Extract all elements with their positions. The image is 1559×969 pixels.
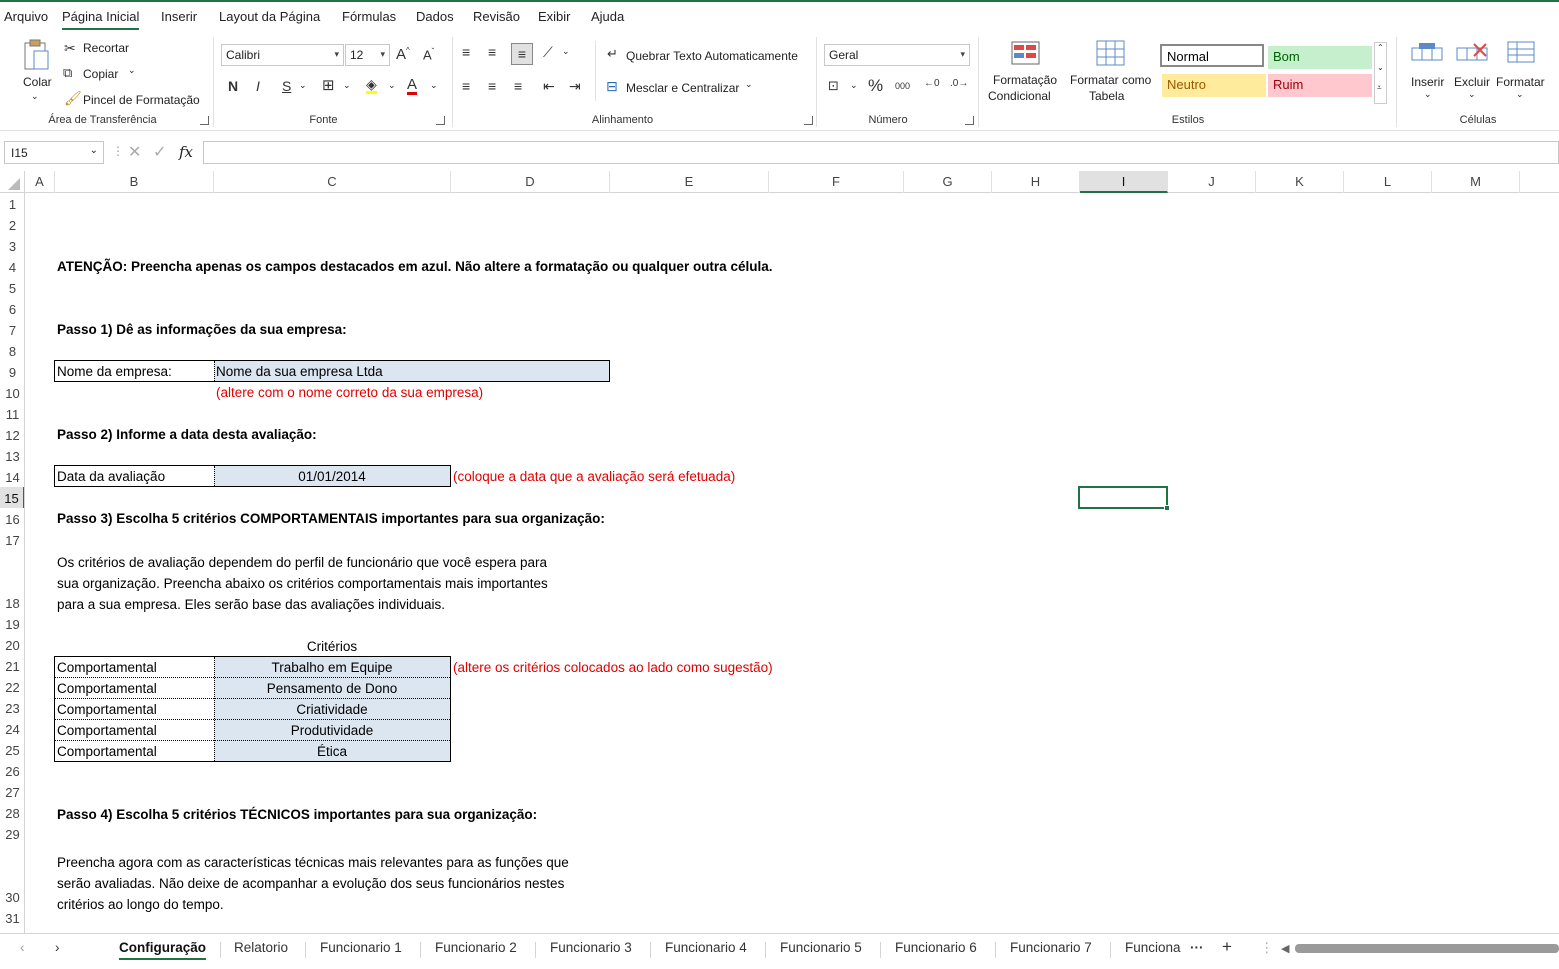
date-label[interactable]: Data da avaliação (57, 469, 166, 484)
add-sheet-icon[interactable]: + (1222, 937, 1232, 956)
group-separator (213, 37, 214, 127)
name-box[interactable] (4, 141, 104, 164)
group-separator (595, 41, 596, 101)
scroll-left-icon[interactable]: ‹ (20, 940, 25, 955)
copy-icon: ⧉ (63, 65, 73, 80)
ribbon (0, 31, 1559, 131)
font-group-label: Fonte (309, 114, 338, 126)
horizontal-scrollbar[interactable] (1295, 944, 1559, 953)
alignment-group-label: Alinhamento (591, 114, 654, 126)
table-icon (1096, 40, 1126, 68)
splitter-grip-icon[interactable]: ⋮ (1260, 940, 1274, 955)
tab-separator (995, 942, 996, 958)
font-launcher-icon[interactable] (436, 116, 445, 125)
more-icon[interactable]: ⩡ (1377, 83, 1382, 92)
step4-text-line[interactable]: Preencha agora com as características técnicas mais relevantes para as funções que (57, 855, 569, 870)
row-header-27[interactable]: 27 (5, 785, 20, 800)
chevron-down-icon: ⌄ (31, 91, 39, 101)
align-middle-icon[interactable]: ≡ (488, 44, 497, 60)
align-bottom-icon[interactable]: ≡ (511, 43, 533, 65)
group-separator (1396, 37, 1397, 127)
chevron-down-icon: ⌄ (299, 80, 307, 90)
conditional-formatting-label-2: Condicional (988, 89, 1051, 103)
step4-heading[interactable]: Passo 4) Escolha 5 critérios TÉCNICOS importantes para sua organização: (57, 807, 538, 822)
row-header-29[interactable]: 29 (5, 827, 20, 842)
tab-inserir[interactable]: Inserir (161, 9, 198, 24)
alignment-launcher-icon[interactable] (804, 116, 813, 125)
insert-cells-button[interactable] (1408, 37, 1448, 109)
criteria-name-cell[interactable]: Ética (316, 744, 347, 759)
decrease-font-icon[interactable]: $A^ˇ$ (423, 47, 435, 63)
row-header-25[interactable]: 25 (5, 743, 20, 758)
increase-decimal-icon[interactable]: ←0 (924, 78, 940, 89)
align-left-icon[interactable]: ≡ (462, 78, 471, 94)
sheet-tab-funcionario-2[interactable]: Funcionario 2 (435, 940, 517, 955)
row-header-21[interactable]: 21 (5, 659, 20, 674)
sheet-tabs-bar (0, 933, 1559, 969)
font-color-icon[interactable]: A (407, 76, 418, 93)
sheet-tab-funcionario-8[interactable]: Funciona (1125, 940, 1181, 955)
column-header-f[interactable]: F (769, 171, 904, 193)
format-as-table-label-1: Formatar como (1070, 73, 1152, 87)
font-family-select[interactable] (221, 44, 344, 66)
column-header-g[interactable]: G (904, 171, 992, 193)
chevron-down-icon: ▾ (380, 49, 385, 59)
style-ruim[interactable]: Ruim (1268, 74, 1372, 97)
criteria-type-cell[interactable]: Comportamental (57, 744, 157, 759)
step2-heading[interactable]: Passo 2) Informe a data desta avaliação: (57, 427, 317, 442)
chevron-down-icon: ⌄ (745, 79, 753, 89)
style-bom[interactable]: Bom (1268, 46, 1372, 69)
tab-arquivo[interactable]: Arquivo (4, 9, 49, 24)
tab-separator (765, 942, 766, 958)
row-header-26[interactable]: 26 (5, 764, 20, 779)
chevron-down-icon: ⌄ (128, 65, 136, 75)
delete-cells-label: Excluir (1454, 75, 1491, 89)
group-separator (816, 37, 817, 127)
formula-bar (0, 138, 1559, 166)
clipboard-launcher-icon[interactable] (200, 116, 209, 125)
column-header-a[interactable]: A (25, 171, 55, 193)
formula-input[interactable] (203, 141, 1559, 164)
criteria-type-cell[interactable]: Comportamental (57, 723, 157, 738)
criteria-name-cell[interactable]: Trabalho em Equipe (271, 660, 393, 675)
row-header-15[interactable]: 15 (0, 487, 25, 508)
chevron-down-icon: ⌄ (388, 80, 396, 90)
tab-layout-da-pagina[interactable]: Layout da Página (219, 9, 321, 24)
format-as-table-button[interactable] (1068, 37, 1156, 109)
cell-styles-gallery (1158, 42, 1388, 104)
paste-label: Colar (23, 75, 52, 89)
step3-text-line[interactable]: Os critérios de avaliação dependem do perfil de funcionário que você espera para (57, 555, 548, 570)
format-cells-label: Formatar (1496, 75, 1545, 89)
column-header-b[interactable]: B (55, 171, 214, 193)
row-header-23[interactable]: 23 (5, 701, 20, 716)
sheet-tab-funcionario-3[interactable]: Funcionario 3 (550, 940, 632, 955)
formula-bar-grip-icon: ⋮ (112, 144, 124, 158)
select-all-corner[interactable] (0, 171, 25, 193)
style-neutro[interactable]: Neutro (1162, 74, 1266, 97)
row-header-19[interactable]: 19 (5, 617, 20, 632)
format-painter-icon: 🖌 (64, 90, 82, 106)
wrap-text-button[interactable]: Quebrar Texto Automaticamente (626, 49, 798, 63)
format-cells-button[interactable] (1494, 37, 1549, 109)
group-separator (452, 37, 453, 127)
font-size-select[interactable] (345, 44, 390, 66)
row-header-14[interactable]: 14 (5, 470, 20, 485)
row-header-28[interactable]: 28 (5, 806, 20, 821)
format-cells-icon (1506, 38, 1536, 66)
styles-scroll[interactable] (1374, 42, 1387, 104)
criteria-hint[interactable]: (altere os critérios colocados ao lado como sugestão) (453, 660, 773, 675)
company-name-cell[interactable]: Nome da sua empresa Ltda (216, 364, 383, 379)
chevron-down-icon: ⌄ (343, 80, 351, 90)
tab-dados[interactable]: Dados (416, 9, 454, 24)
tab-ajuda[interactable]: Ajuda (591, 9, 625, 24)
insert-cells-icon (1411, 42, 1443, 66)
row-header-20[interactable]: 20 (5, 638, 20, 653)
number-launcher-icon[interactable] (965, 116, 974, 125)
sheet-tab-funcionario-1[interactable]: Funcionario 1 (320, 940, 402, 955)
row-header-17[interactable]: 17 (5, 533, 20, 548)
row-header-5[interactable]: 5 (8, 281, 17, 296)
underline-button[interactable]: S (282, 78, 292, 94)
chevron-down-icon: ▾ (334, 49, 339, 59)
orientation-icon[interactable]: ⟋ (543, 44, 553, 60)
decrease-indent-icon[interactable]: ⇤ (543, 78, 555, 94)
date-hint[interactable]: (coloque a data que a avaliação será efetuada) (453, 469, 736, 484)
row-header-6[interactable]: 6 (8, 302, 17, 317)
chevron-down-icon: ▾ (960, 49, 965, 59)
align-top-icon[interactable]: ≡ (462, 44, 471, 60)
worksheet-grid[interactable] (25, 193, 1559, 933)
font-family-value: Calibri (226, 48, 261, 62)
chevron-down-icon: ⌄ (562, 46, 570, 56)
borders-icon[interactable]: ⊞ (322, 77, 335, 94)
column-header-m[interactable]: M (1432, 171, 1520, 193)
row-headers (0, 193, 25, 933)
company-hint[interactable]: (altere com o nome correto da sua empresa) (216, 385, 484, 400)
menu-bar (0, 0, 1559, 31)
chevron-down-icon: ⌄ (1516, 89, 1524, 99)
tab-separator (305, 942, 306, 958)
sheet-tab-relatorio[interactable]: Relatorio (234, 940, 289, 955)
row-header-4[interactable]: 4 (8, 260, 17, 275)
more-sheets-icon[interactable]: ··· (1190, 940, 1204, 955)
row-header-11[interactable]: 11 (5, 407, 20, 422)
name-box-value: I15 (11, 146, 28, 160)
hscroll-left-icon[interactable]: ◀ (1281, 943, 1290, 955)
decrease-decimal-icon[interactable]: .0→ (950, 78, 969, 89)
scroll-right-icon[interactable]: › (55, 940, 60, 955)
tab-separator (650, 942, 651, 958)
style-normal[interactable]: Normal (1160, 44, 1264, 67)
chevron-down-icon: ⌄ (1468, 89, 1476, 99)
date-value-cell[interactable]: 01/01/2014 (298, 469, 366, 484)
number-format-value: Geral (829, 48, 859, 62)
scissors-icon: ✂ (64, 40, 76, 56)
row-header-30[interactable]: 30 (5, 890, 20, 905)
row-header-9[interactable]: 9 (8, 365, 17, 380)
group-separator (978, 37, 979, 127)
align-right-icon[interactable]: ≡ (514, 78, 523, 94)
select-all-icon (0, 171, 25, 193)
column-header-i[interactable]: I (1080, 171, 1168, 193)
tab-exibir[interactable]: Exibir (538, 9, 571, 24)
row-header-1[interactable]: 1 (8, 197, 17, 212)
column-header-h[interactable]: H (992, 171, 1080, 193)
conditional-formatting-label-1: Formatação (993, 73, 1058, 87)
paste-button[interactable] (16, 37, 56, 107)
criteria-type-cell[interactable]: Comportamental (57, 660, 157, 675)
merge-center-button[interactable]: Mesclar e Centralizar (626, 81, 740, 95)
row-header-22[interactable]: 22 (5, 680, 20, 695)
delete-cells-icon (1456, 42, 1488, 66)
criteria-name-cell[interactable]: Criatividade (296, 702, 368, 717)
row-header-8[interactable]: 8 (8, 344, 17, 359)
chevron-down-icon: ⌄ (430, 80, 438, 90)
wrap-text-icon: ↵ (607, 46, 618, 61)
attention-text[interactable]: ATENÇÃO: Preencha apenas os campos destacados em azul. Não altere a formatação ou qualquer outra célula. (57, 259, 773, 274)
cut-button[interactable]: Recortar (83, 41, 130, 55)
sheet-tab-configuracao[interactable]: Configuração (119, 940, 207, 955)
conditional-formatting-button[interactable] (985, 37, 1067, 109)
clipboard-group-label: Área de Transferência (48, 114, 157, 126)
step4-text-line[interactable]: critérios ao longo do tempo. (57, 897, 224, 912)
column-header-c[interactable]: C (214, 171, 451, 193)
step3-text-line[interactable]: para a sua empresa. Eles serão base das avaliações individuais. (57, 597, 445, 612)
tab-revisao[interactable]: Revisão (473, 9, 520, 24)
criteria-name-cell[interactable]: Pensamento de Dono (266, 681, 398, 696)
criteria-type-cell[interactable]: Comportamental (57, 702, 157, 717)
column-header-k[interactable]: K (1256, 171, 1344, 193)
row-header-3[interactable]: 3 (8, 239, 17, 254)
step1-heading[interactable]: Passo 1) Dê as informações da sua empresa: (57, 322, 347, 337)
column-headers (0, 171, 1559, 193)
conditional-formatting-icon (1011, 41, 1041, 67)
tab-formulas[interactable]: Fórmulas (342, 9, 397, 24)
merge-center-icon: ⊟ (606, 78, 618, 94)
criteria-name-cell[interactable]: Produtividade (290, 723, 374, 738)
fill-color-icon[interactable]: ◈ (366, 76, 377, 92)
number-format-select[interactable] (824, 44, 970, 66)
fill-handle[interactable] (1164, 505, 1170, 511)
sheet-tab-funcionario-4[interactable]: Funcionario 4 (665, 940, 747, 955)
thousands-icon[interactable]: 000 (895, 81, 911, 91)
clipboard-icon (22, 39, 52, 73)
align-center-icon[interactable]: ≡ (488, 78, 497, 94)
insert-function-button[interactable]: fx (179, 143, 194, 161)
number-group-label: Número (868, 114, 908, 126)
tab-separator (1110, 942, 1111, 958)
cancel-icon[interactable]: ✕ (128, 144, 142, 161)
chevron-down-icon: ⌄ (850, 80, 858, 90)
tab-separator (220, 942, 221, 958)
accounting-icon[interactable]: ⊡ (828, 78, 839, 93)
tab-separator (880, 942, 881, 958)
enter-icon[interactable]: ✓ (153, 144, 167, 161)
row-header-10[interactable]: 10 (5, 386, 20, 401)
insert-cells-label: Inserir (1411, 75, 1445, 89)
increase-font-icon[interactable]: A^ (396, 46, 410, 63)
chevron-down-icon: ⌄ (1424, 89, 1432, 99)
increase-indent-icon[interactable]: ⇥ (569, 78, 581, 94)
criteria-header[interactable]: Critérios (306, 639, 358, 654)
format-as-table-label-2: Tabela (1089, 89, 1125, 103)
copy-button[interactable]: Copiar (83, 67, 119, 81)
chevron-down-icon[interactable]: ⌄ (89, 145, 98, 156)
column-header-d[interactable]: D (451, 171, 610, 193)
row-header-18[interactable]: 18 (5, 596, 20, 611)
step3-heading[interactable]: Passo 3) Escolha 5 critérios COMPORTAMENTAIS importantes para sua organização: (57, 511, 605, 526)
tab-separator (420, 942, 421, 958)
criteria-type-cell[interactable]: Comportamental (57, 681, 157, 696)
column-header-j[interactable]: J (1168, 171, 1256, 193)
bold-button[interactable]: N (228, 78, 239, 94)
company-label[interactable]: Nome da empresa: (57, 364, 172, 379)
tab-separator (535, 942, 536, 958)
column-header-l[interactable]: L (1344, 171, 1432, 193)
row-header-31[interactable]: 31 (5, 911, 20, 926)
sheet-tab-funcionario-5[interactable]: Funcionario 5 (780, 940, 862, 955)
delete-cells-button[interactable] (1452, 37, 1492, 109)
row-header-7[interactable]: 7 (8, 323, 17, 338)
percent-icon[interactable]: % (868, 76, 884, 95)
step4-text-line[interactable]: serão avaliadas. Não deixe de acompanhar a evolução dos seus funcionários nestes (57, 876, 565, 891)
active-cell-i15[interactable] (1078, 486, 1168, 509)
row-header-12[interactable]: 12 (5, 428, 20, 443)
sheet-tab-funcionario-6[interactable]: Funcionario 6 (895, 940, 977, 955)
font-size-value: 12 (350, 48, 364, 62)
chevron-down-icon[interactable]: ⌄ (1377, 63, 1384, 72)
cells-group-label: Células (1459, 114, 1497, 126)
styles-group-label: Estilos (1171, 114, 1205, 126)
row-header-2[interactable]: 2 (8, 218, 17, 233)
step3-text-line[interactable]: sua organização. Preencha abaixo os critérios comportamentais mais importantes (57, 576, 548, 591)
italic-button[interactable]: I (256, 78, 260, 94)
tab-pagina-inicial[interactable]: Página Inicial (62, 9, 140, 24)
column-header-e[interactable]: E (610, 171, 769, 193)
format-painter-button[interactable]: Pincel de Formatação (83, 93, 200, 107)
row-header-24[interactable]: 24 (5, 722, 20, 737)
row-header-16[interactable]: 16 (5, 512, 20, 527)
row-header-13[interactable]: 13 (5, 449, 20, 464)
sheet-tab-funcionario-7[interactable]: Funcionario 7 (1010, 940, 1092, 955)
chevron-up-icon[interactable]: ⌃ (1377, 43, 1384, 52)
